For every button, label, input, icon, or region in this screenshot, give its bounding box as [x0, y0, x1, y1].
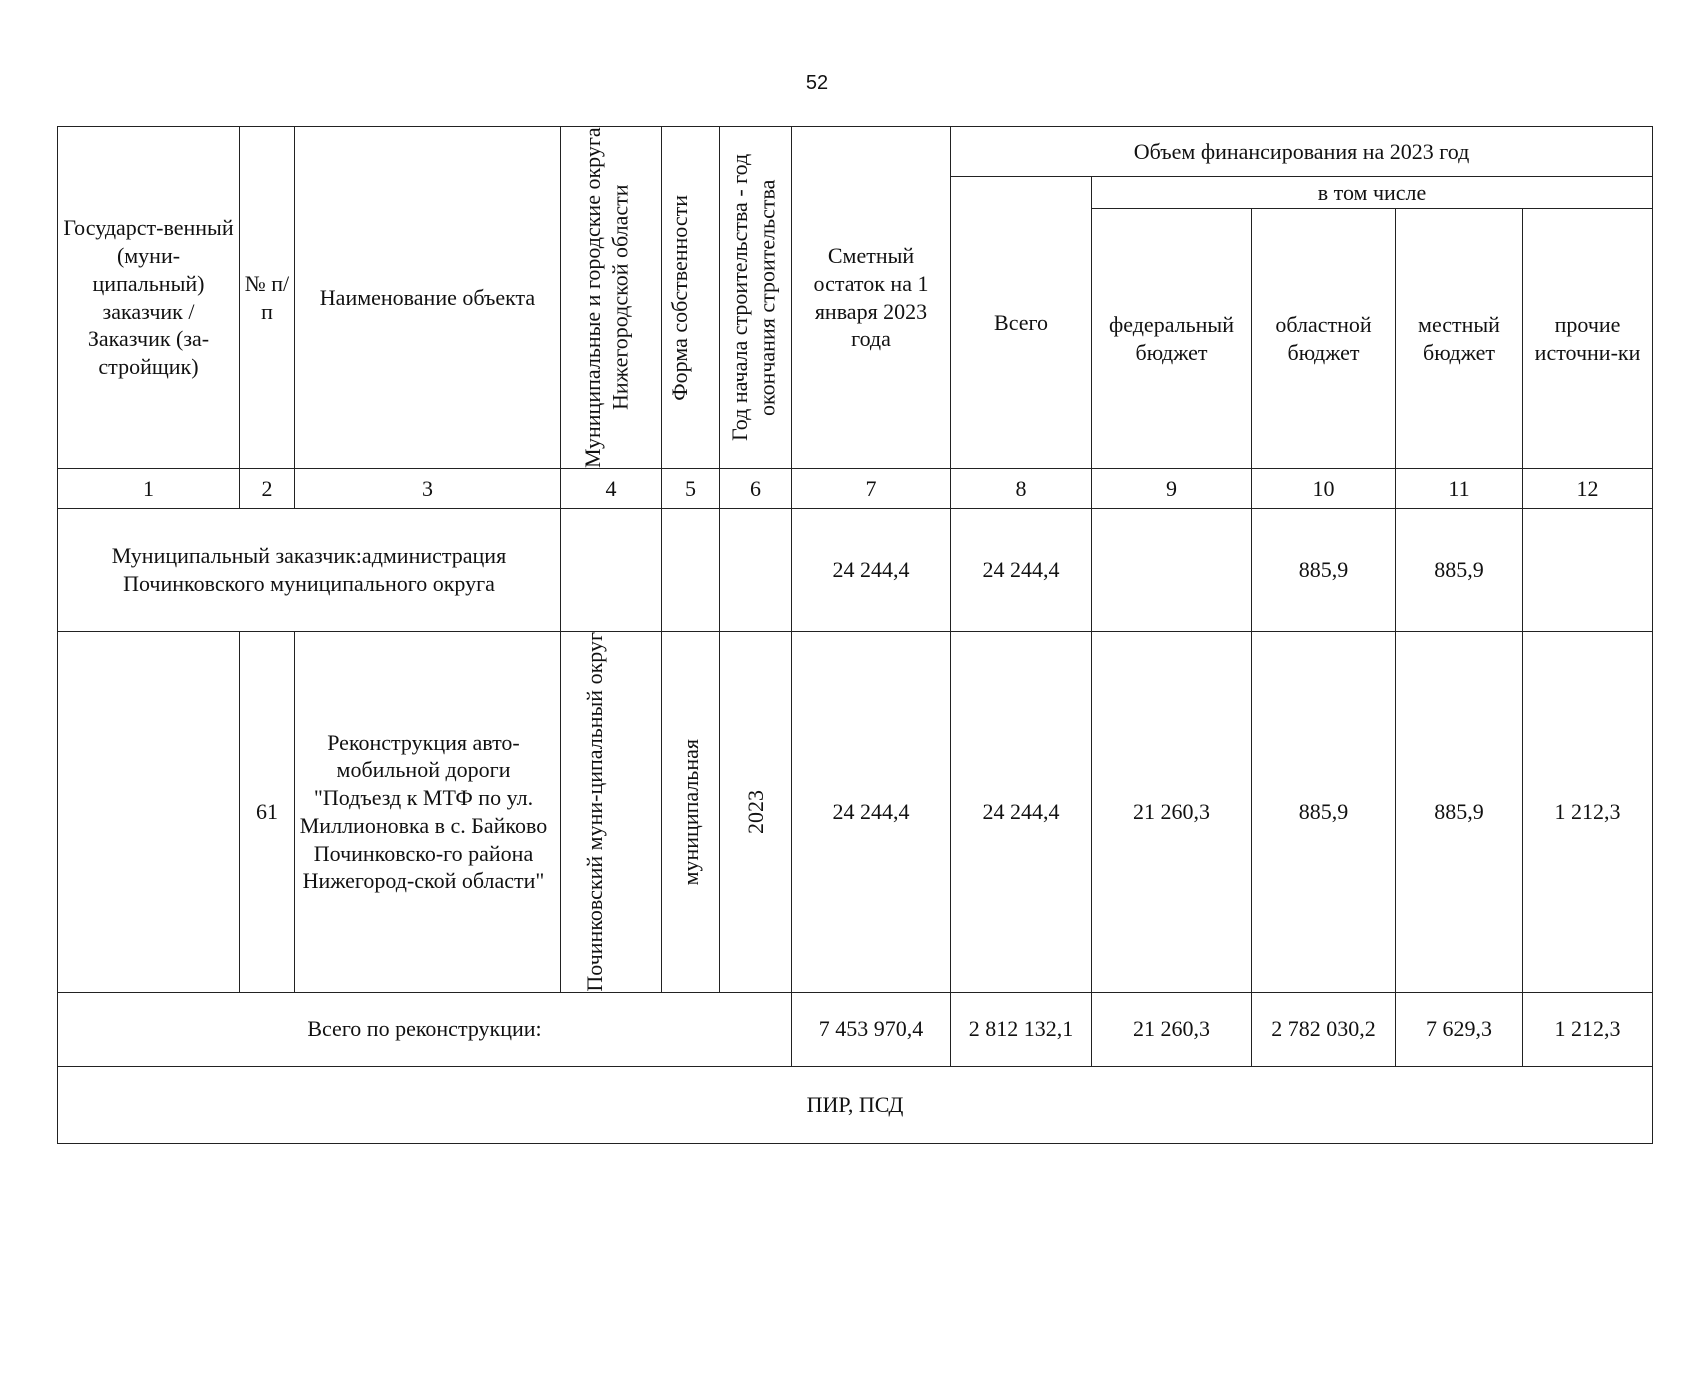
- group-other: [1523, 509, 1653, 632]
- header-total: Всего: [951, 177, 1092, 469]
- header-row-1: [58, 127, 1653, 177]
- item-row: [58, 632, 1653, 993]
- item-municipal: [561, 632, 662, 993]
- col-number: 11: [1396, 469, 1523, 509]
- group-ownership: [662, 509, 720, 632]
- col-number: 10: [1252, 469, 1396, 509]
- header-federal: федеральный бюджет: [1092, 209, 1252, 469]
- item-regional: 885,9: [1252, 632, 1396, 993]
- summary-label: Всего по реконструкции:: [58, 992, 792, 1066]
- header-local: местный бюджет: [1396, 209, 1523, 469]
- section-title: ПИР, ПСД: [58, 1066, 1653, 1143]
- group-federal: [1092, 509, 1252, 632]
- col-number: 12: [1523, 469, 1653, 509]
- summary-federal: 21 260,3: [1092, 992, 1252, 1066]
- summary-row: [58, 992, 1653, 1066]
- col-number: 8: [951, 469, 1092, 509]
- group-municipal: [561, 509, 662, 632]
- summary-other: 1 212,3: [1523, 992, 1653, 1066]
- header-municipal-text: Муниципальные и городские округа Нижегородской области: [580, 127, 633, 468]
- item-ownership-text: муниципальная: [677, 738, 703, 886]
- group-local: 885,9: [1396, 509, 1523, 632]
- group-estimate: 24 244,4: [792, 509, 951, 632]
- group-regional: 885,9: [1252, 509, 1396, 632]
- item-other: 1 212,3: [1523, 632, 1653, 993]
- header-other: прочие источни-ки: [1523, 209, 1653, 469]
- page-number: 52: [805, 72, 829, 94]
- header-funding: Объем финансирования на 2023 год: [951, 127, 1653, 177]
- item-federal: 21 260,3: [1092, 632, 1252, 993]
- column-number-row: [58, 469, 1653, 509]
- group-years: [720, 509, 792, 632]
- summary-local: 7 629,3: [1396, 992, 1523, 1066]
- col-number: 6: [720, 469, 792, 509]
- financing-table: [57, 126, 1653, 1144]
- summary-regional: 2 782 030,2: [1252, 992, 1396, 1066]
- header-including: в том числе: [1092, 177, 1653, 209]
- summary-total: 2 812 132,1: [951, 992, 1092, 1066]
- item-customer: [58, 632, 240, 993]
- item-object-name: Реконструкция авто-мобильной дороги "Подъезд к МТФ по ул. Миллионовка в с. Байково Починковско-го района Нижегород-ской области": [295, 632, 561, 993]
- item-total: 24 244,4: [951, 632, 1092, 993]
- item-municipal-text: Починковский муни-ципальный округ: [582, 632, 607, 992]
- item-estimate: 24 244,4: [792, 632, 951, 993]
- summary-estimate: 7 453 970,4: [792, 992, 951, 1066]
- header-estimate: Сметный остаток на 1 января 2023 года: [792, 127, 951, 469]
- item-local: 885,9: [1396, 632, 1523, 993]
- col-number: 2: [240, 469, 295, 509]
- group-row: [58, 509, 1653, 632]
- col-number: 7: [792, 469, 951, 509]
- item-year-text: 2023: [742, 789, 768, 834]
- header-ownership: [662, 127, 720, 469]
- item-year: [720, 632, 792, 993]
- col-number: 5: [662, 469, 720, 509]
- header-municipal: [561, 127, 662, 469]
- header-years: [720, 127, 792, 469]
- col-number: 1: [58, 469, 240, 509]
- item-num: 61: [240, 632, 295, 993]
- header-customer: Государст-венный (муни-ципальный) заказчик / Заказчик (за-стройщик): [58, 127, 240, 469]
- group-customer-label: Муниципальный заказчик:администрация Починковского муниципального округа: [58, 509, 561, 632]
- header-ownership-text: Форма собственности: [667, 194, 692, 401]
- header-num: № п/п: [240, 127, 295, 469]
- header-object-name: Наименование объекта: [295, 127, 561, 469]
- group-total: 24 244,4: [951, 509, 1092, 632]
- header-regional: областной бюджет: [1252, 209, 1396, 469]
- item-ownership: [662, 632, 720, 993]
- section-row: [58, 1066, 1653, 1143]
- header-years-text: Год начала строительства - год окончания строительства: [726, 153, 780, 442]
- col-number: 4: [561, 469, 662, 509]
- col-number: 3: [295, 469, 561, 509]
- col-number: 9: [1092, 469, 1252, 509]
